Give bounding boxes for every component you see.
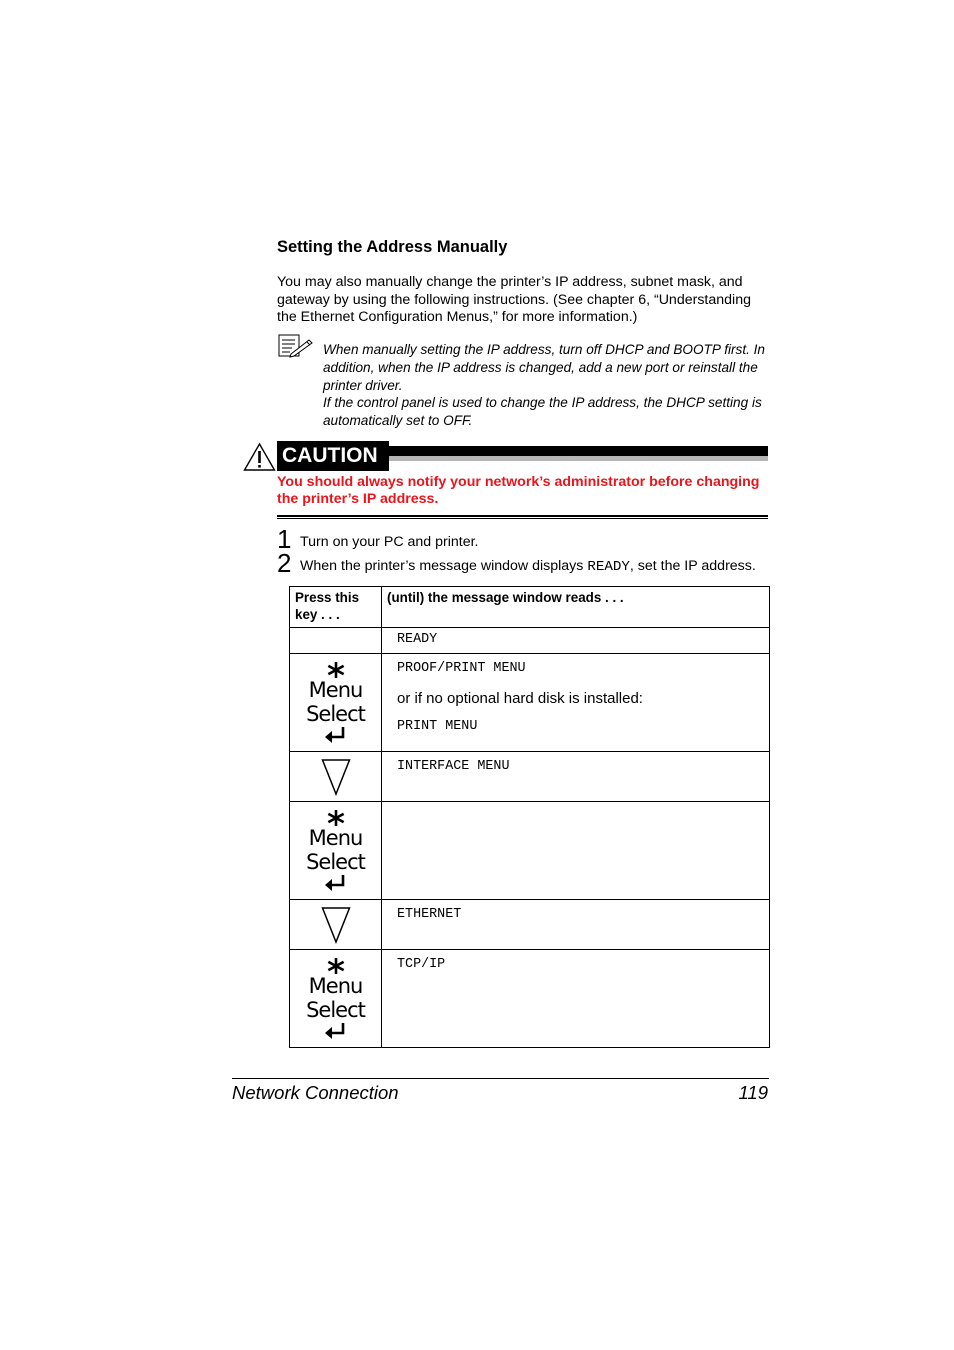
- table-row: [290, 900, 770, 950]
- menu-select-key-icon: [301, 662, 371, 744]
- message-text: [382, 802, 769, 810]
- step-2-text-after: , set the IP address.: [629, 558, 756, 574]
- message-text: TCP/IP: [397, 957, 446, 972]
- step-1-text-before: Turn on your PC and printer.: [300, 534, 479, 550]
- step-2-text: [300, 558, 756, 576]
- menu-key-label: Menu: [308, 826, 363, 850]
- enter-arrow-icon: [324, 1022, 348, 1040]
- message-cell: [382, 802, 770, 900]
- enter-arrow-icon: [324, 874, 348, 892]
- header-key-cell: [290, 587, 382, 628]
- note-line-2: If the control panel is used to change the IP address, the DHCP setting is automatically set to OFF.: [323, 395, 762, 429]
- note-line-1: When manually setting the IP address, turn off DHCP and BOOTP first. In addition, when the IP address is changed, add a new port or reinstall the printer driver.: [323, 342, 765, 393]
- asterisk-icon: [327, 662, 345, 678]
- header-msg-cell: [382, 587, 770, 628]
- select-key-label: Select: [306, 850, 365, 874]
- table-row: [290, 752, 770, 802]
- caution-rule-thin: [277, 518, 768, 519]
- header-key: Press this key . . .: [295, 590, 360, 622]
- step-2-text-before: When the printer’s message window displays: [300, 558, 588, 574]
- asterisk-icon: [327, 958, 345, 974]
- warning-triangle-icon: [243, 442, 276, 472]
- asterisk-icon: [327, 810, 345, 826]
- menu-key-label: Menu: [308, 974, 363, 998]
- key-cell: [290, 654, 382, 752]
- message-text: PROOF/PRINT MENU: [397, 661, 526, 676]
- message-text: INTERFACE MENU: [397, 759, 510, 774]
- select-key-label: Select: [306, 998, 365, 1022]
- key-cell-empty: [290, 628, 382, 654]
- menu-select-key-icon: [301, 958, 371, 1040]
- message-cell: [382, 900, 770, 950]
- header-message: (until) the message window reads . . .: [387, 590, 624, 605]
- step-2-code: READY: [587, 559, 630, 575]
- step-1-text: [300, 534, 479, 551]
- key-cell: [290, 900, 382, 950]
- enter-arrow-icon: [324, 726, 348, 744]
- down-arrow-key-icon: [321, 906, 351, 944]
- note-text: [323, 341, 769, 430]
- caution-label: CAUTION: [277, 441, 389, 471]
- select-key-label: Select: [306, 702, 365, 726]
- note-pencil-icon: [278, 334, 314, 358]
- message-text-alt: PRINT MENU: [397, 719, 478, 734]
- down-arrow-key-icon: [321, 758, 351, 796]
- message-cell: [382, 628, 770, 654]
- message-cell: [382, 950, 770, 1048]
- table-row: [290, 628, 770, 654]
- menu-key-label: Menu: [308, 678, 363, 702]
- message-cell: [382, 752, 770, 802]
- table-row: [290, 654, 770, 752]
- key-cell: [290, 802, 382, 900]
- menu-select-key-icon: [301, 810, 371, 892]
- message-text: READY: [397, 632, 438, 647]
- caution-rule: [277, 515, 768, 517]
- caution-bar: [389, 446, 768, 456]
- page-number: 119: [738, 1082, 768, 1103]
- key-cell: [290, 950, 382, 1048]
- caution-text: You should always notify your network’s administrator before changing the printer’s IP address.: [277, 474, 760, 508]
- footer-rule: [232, 1078, 769, 1079]
- message-note: or if no optional hard disk is installed:: [397, 690, 643, 707]
- intro-paragraph: You may also manually change the printer’s IP address, subnet mask, and gateway by using the following instructions. (See chapter 6, “Understanding the Ethernet Configuration Menus,” for more information.): [277, 274, 751, 326]
- step-2-number: 2: [277, 548, 292, 578]
- table-header-row: [290, 587, 770, 628]
- message-cell: [382, 654, 770, 752]
- footer-chapter-title: Network Connection: [232, 1082, 399, 1103]
- key-sequence-table: [289, 586, 770, 1048]
- message-text: ETHERNET: [397, 907, 462, 922]
- table-row: [290, 950, 770, 1048]
- key-cell: [290, 752, 382, 802]
- table-row: [290, 802, 770, 900]
- section-title: Setting the Address Manually: [277, 238, 508, 256]
- caution-bar-shadow: [389, 456, 768, 461]
- step-1-number: 1: [277, 524, 292, 554]
